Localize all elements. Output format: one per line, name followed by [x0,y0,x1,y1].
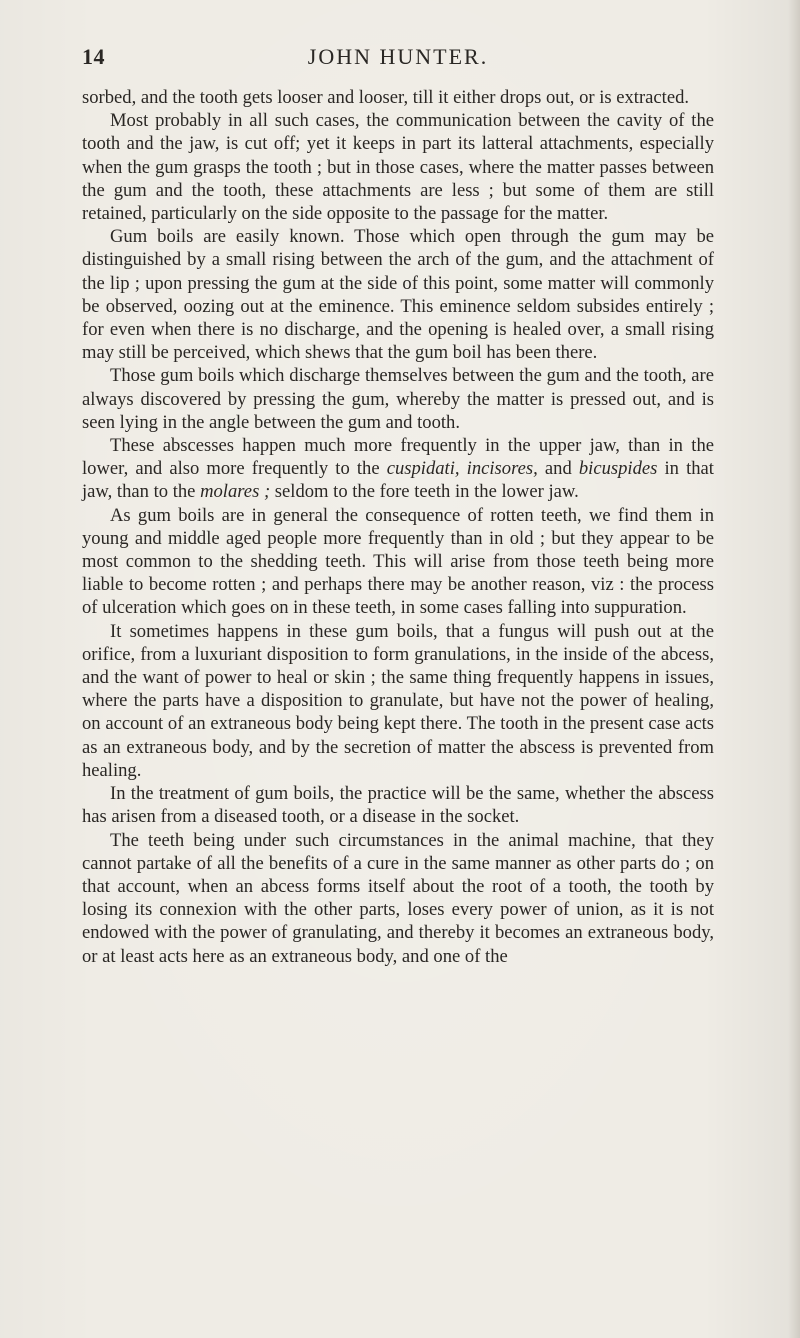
page-edge-shadow [788,0,800,1338]
text-run: seldom to the fore teeth in the lower jaw. [270,481,579,503]
running-head: JOHN HUNTER. [307,44,489,69]
page-number: 14 [82,44,105,69]
paragraph: Those gum boils which discharge themselves between the gum and the tooth, are always discovered by pressing the gum, whereby the matter is pressed out, and is seen lying in the angle between the gum and tooth. [82,365,714,433]
body-text [82,86,714,968]
paragraph-with-italics [82,434,714,504]
italic-term: cuspidati, incisores, [386,458,538,480]
paragraph: sorbed, and the tooth gets looser and looser, till it either drops out, or is extracted. [82,87,690,108]
italic-term: bicuspides [578,458,658,480]
paragraph: In the treatment of gum boils, the practice will be the same, whether the abscess has arisen from a diseased tooth, or a disease in the socket. [82,783,714,828]
paragraph: As gum boils are in general the consequence of rotten teeth, we find them in young and middle aged people more frequently than in old ; but they appear to be most common to the shedding teeth. This will arise from those teeth being more liable to become rotten ; and perhaps there may be another reason, viz : the process of ulceration which goes on in these teeth, in some cases falling into suppuration. [82,504,714,619]
text-run: in that jaw, than to the [82,458,714,503]
italic-term: molares ; [200,481,271,503]
paragraph: The teeth being under such circumstances in the animal machine, that they cannot partake of all the benefits of a cure in the same manner as other parts do ; on that account, when an abcess forms itself about the root of a tooth, the tooth by losing its connexion with the other parts, loses every power of union, as it is not endowed with the power of granulating, and thereby it becomes an extraneous body, or at least acts here as an extraneous body, and one of the [82,829,714,967]
text-run: These abscesses happen much more frequently in the upper jaw, than in the lower, and also more frequently to the [82,435,714,480]
paragraph: Gum boils are easily known. Those which open through the gum may be distinguished by a small rising between the arch of the gum, and the attachment of the lip ; upon pressing the gum at the side of this point, some matter will commonly be observed, oozing out at the eminence. This eminence seldom subsides entirely ; for even when there is no discharge, and the opening is healed over, a small rising may still be perceived, which shews that the gum boil has been there. [82,226,714,364]
text-run: and [537,458,579,480]
paragraph: It sometimes happens in these gum boils, that a fungus will push out at the orifice, from a luxuriant disposition to form granulations, in the inside of the abcess, and the want of power to heal or skin ; the same thing frequently happens in issues, where the parts have a disposition to granulate, but have not the power of healing, on account of an extraneous body being kept there. The tooth in the present case acts as an extraneous body, and by the secretion of matter the abscess is prevented from healing. [82,620,714,781]
page-header [82,44,714,74]
paragraph: Most probably in all such cases, the communication between the cavity of the tooth and the jaw, is cut off; yet it keeps in part its latteral attachments, especially when the gum grasps the tooth ; but in those cases, where the matter passes between the gum and the tooth, these attachments are less ; but some of them are still retained, particularly on the side opposite to the passage for the matter. [82,110,714,225]
